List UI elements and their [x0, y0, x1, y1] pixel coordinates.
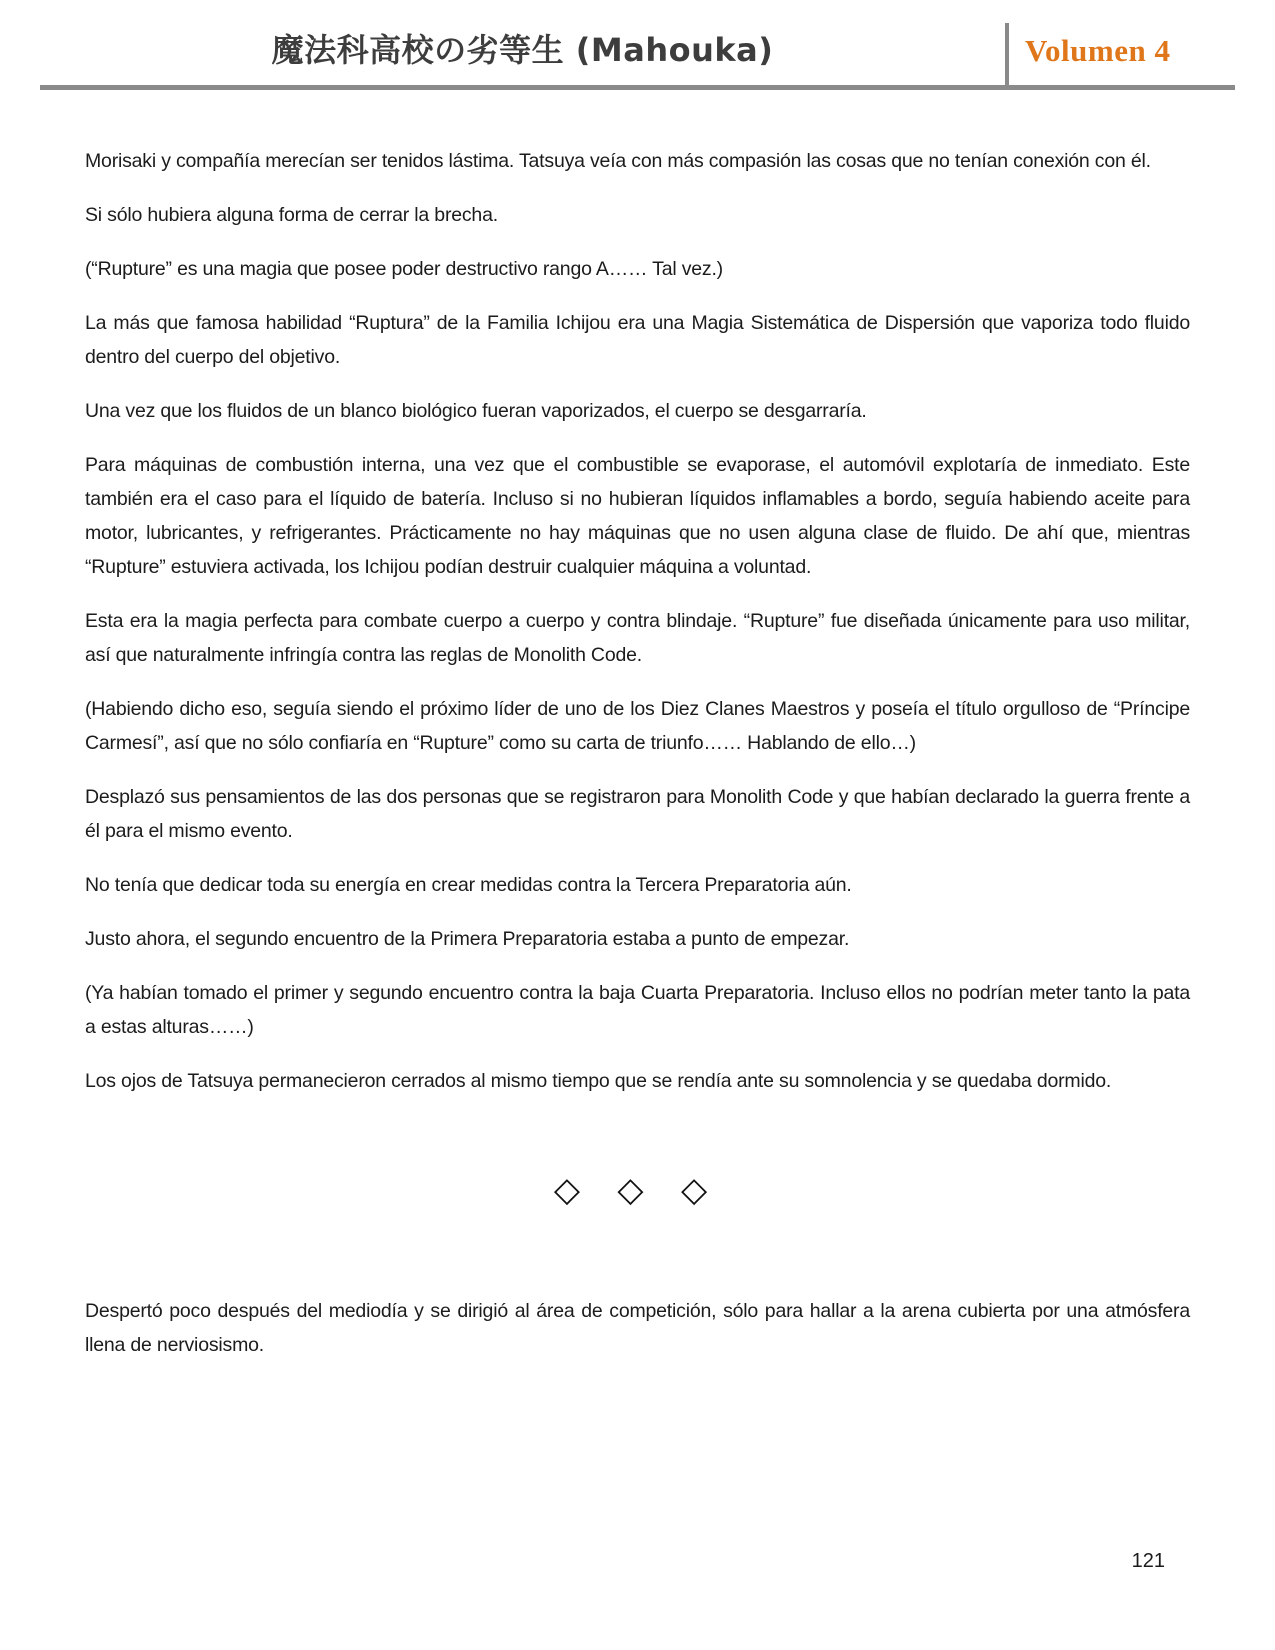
- body-paragraph: Para máquinas de combustión interna, una vez que el combustible se evaporase, el automóvil explotaría de inmediato. Este también era el caso para el líquido de batería. Incluso si no hubieran líquidos inflamables a bordo, seguía habiendo aceite para motor, lubricantes, y refrigerantes. Prácticamente no hay máquinas que no usen alguna clase de fluido. De ahí que, mientras “Rupture” estuviera activada, los Ichijou podían destruir cualquier máquina a voluntad.: [85, 454, 1190, 578]
- body-paragraph: Si sólo hubiera alguna forma de cerrar la brecha.: [85, 204, 498, 226]
- body-paragraph: Desplazó sus pensamientos de las dos personas que se registraron para Monolith Code y que habían declarado la guerra frente a él para el mismo evento.: [85, 786, 1190, 842]
- page-header: [40, 0, 1235, 90]
- body-paragraph: (Habiendo dicho eso, seguía siendo el próximo líder de uno de los Diez Clanes Maestros y poseía el título orgulloso de “Príncipe Carmesí”, así que no sólo confiaría en “Rupture” como su carta de triunfo…… Hablando de ello…): [85, 698, 1190, 754]
- body-paragraph: Una vez que los fluidos de un blanco biológico fueran vaporizados, el cuerpo se desgarraría.: [85, 400, 867, 422]
- page-number: 121: [1131, 1550, 1165, 1572]
- body-paragraph: (Ya habían tomado el primer y segundo encuentro contra la baja Cuarta Preparatoria. Incluso ellos no podrían meter tanto la pata a estas alturas……): [85, 982, 1190, 1038]
- body-paragraph: Los ojos de Tatsuya permanecieron cerrados al mismo tiempo que se rendía ante su somnolencia y se quedaba dormido.: [85, 1070, 1112, 1092]
- body-paragraph: La más que famosa habilidad “Ruptura” de la Familia Ichijou era una Magia Sistemática de Dispersión que vaporiza todo fluido dentro del cuerpo del objetivo.: [85, 312, 1190, 368]
- body-paragraph: Esta era la magia perfecta para combate cuerpo a cuerpo y contra blindaje. “Rupture” fue diseñada únicamente para uso militar, así que naturalmente infringía contra las reglas de Monolith Code.: [85, 610, 1190, 666]
- body-paragraph: Despertó poco después del mediodía y se dirigió al área de competición, sólo para hallar a la arena cubierta por una atmósfera llena de nerviosismo.: [85, 1300, 1190, 1356]
- book-title: 魔法科高校の劣等生 (Mahouka): [271, 31, 774, 69]
- body-paragraph: Justo ahora, el segundo encuentro de la Primera Preparatoria estaba a punto de empezar.: [85, 928, 850, 950]
- body-paragraph: No tenía que dedicar toda su energía en crear medidas contra la Tercera Preparatoria aún.: [85, 874, 852, 896]
- header-volume-area: [1009, 33, 1235, 85]
- page-body: [85, 144, 1190, 1362]
- volume-label: Volumen 4: [1025, 33, 1171, 68]
- scene-break-divider: ◇ ◇ ◇: [553, 1171, 722, 1209]
- body-paragraph: (“Rupture” es una magia que posee poder destructivo rango A…… Tal vez.): [85, 258, 723, 280]
- body-paragraph: Morisaki y compañía merecían ser tenidos lástima. Tatsuya veía con más compasión las cosas que no tenían conexión con él.: [85, 150, 1151, 172]
- header-title-area: [40, 25, 1005, 85]
